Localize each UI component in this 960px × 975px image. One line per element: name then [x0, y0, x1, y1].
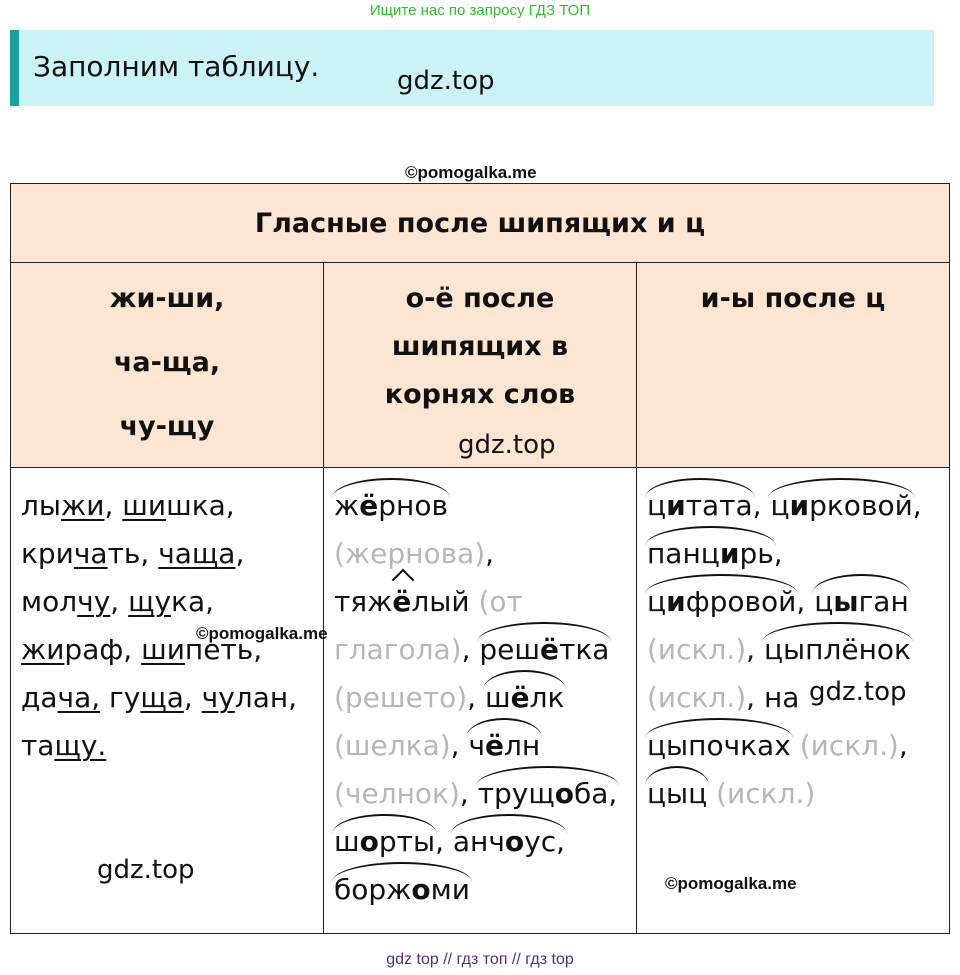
root-hat: ё	[392, 578, 411, 626]
col3-line: цифровой, цыган	[647, 578, 941, 626]
watermark-gdz: gdz.top	[397, 66, 495, 96]
top-banner: Ищите нас по запросу ГДЗ ТОП	[369, 2, 591, 19]
root-arc: цыган	[814, 578, 909, 626]
bottom-links: gdz top // гдз топ // гдз top	[386, 951, 574, 968]
task-text: Заполним таблицу.	[33, 50, 320, 83]
col2-line	[334, 866, 628, 914]
watermark-gdz: gdz.top	[809, 677, 907, 707]
root-arc: боржоми	[334, 866, 470, 914]
col3-line: цитата, цирковой,	[647, 482, 941, 530]
col1-line: лыжи, шишка,	[21, 489, 235, 522]
root-arc: цыплёнок	[764, 626, 911, 674]
root-arc: жёрнов	[334, 482, 448, 530]
header-line: шипящих в	[391, 331, 569, 362]
body-col3	[637, 468, 950, 934]
root-arc: цыц	[647, 770, 707, 818]
header-line: ча-ща,	[113, 347, 221, 378]
col3-line: цыпочках (искл.),	[647, 722, 941, 770]
root-arc: чёлн	[468, 722, 540, 770]
col2-line: тяжёлый (от	[334, 578, 628, 626]
watermark-gdz: gdz.top	[97, 855, 195, 885]
root-arc: цифровой	[647, 578, 796, 626]
header-col1	[11, 263, 324, 468]
body-col2	[324, 468, 637, 934]
col3-line: (искл.), на	[647, 681, 800, 714]
watermark-gdz: gdz.top	[458, 430, 556, 460]
header-line: корнях слов	[384, 379, 576, 410]
header-line: жи-ши,	[109, 283, 225, 314]
root-arc: панцирь	[647, 530, 774, 578]
col3-line: цыц (искл.)	[647, 770, 941, 818]
col1-line: тащу.	[21, 729, 107, 762]
watermark-pomogalka: ©pomogalka.me	[196, 624, 328, 643]
root-arc: цитата	[647, 482, 753, 530]
root-arc: шорты	[334, 818, 435, 866]
root-arc: шёлк	[485, 674, 564, 722]
body-col1	[11, 468, 324, 934]
col2-line: глагола), решётка	[334, 626, 628, 674]
col1-line: молчу, щука,	[21, 585, 215, 618]
col3-line: (искл.), цыплёнок	[647, 626, 941, 674]
col1-line: жираф, шипеть,	[21, 633, 263, 666]
col3-line: панцирь,	[647, 530, 941, 578]
col1-line: кричать, чаща,	[21, 537, 245, 570]
col2-line: (челнок), трущоба,	[334, 770, 628, 818]
col2-line	[334, 482, 628, 530]
watermark-pomogalka: ©pomogalka.me	[405, 163, 537, 182]
col2-line: шорты, анчоус,	[334, 818, 628, 866]
header-line: чу-щу	[119, 411, 215, 442]
root-arc: цирковой	[770, 482, 912, 530]
table-title: Гласные после шипящих и ц	[11, 184, 950, 263]
watermark-pomogalka: ©pomogalka.me	[665, 874, 797, 893]
root-arc: решётка	[479, 626, 609, 674]
header-line: о-ё после	[405, 283, 555, 314]
col2-line: (жернова),	[334, 537, 495, 570]
col2-line: (шелка), чёлн	[334, 722, 628, 770]
root-arc: трущоба,	[478, 770, 618, 818]
header-line: и-ы после ц	[700, 283, 886, 314]
vowels-table	[10, 183, 950, 934]
col2-line: (решето), шёлк	[334, 674, 628, 722]
root-arc: цыпочках	[647, 722, 791, 770]
header-col3	[637, 263, 950, 468]
root-arc: анчоус,	[453, 818, 565, 866]
col1-line: дача, гуща, чулан,	[21, 681, 298, 714]
